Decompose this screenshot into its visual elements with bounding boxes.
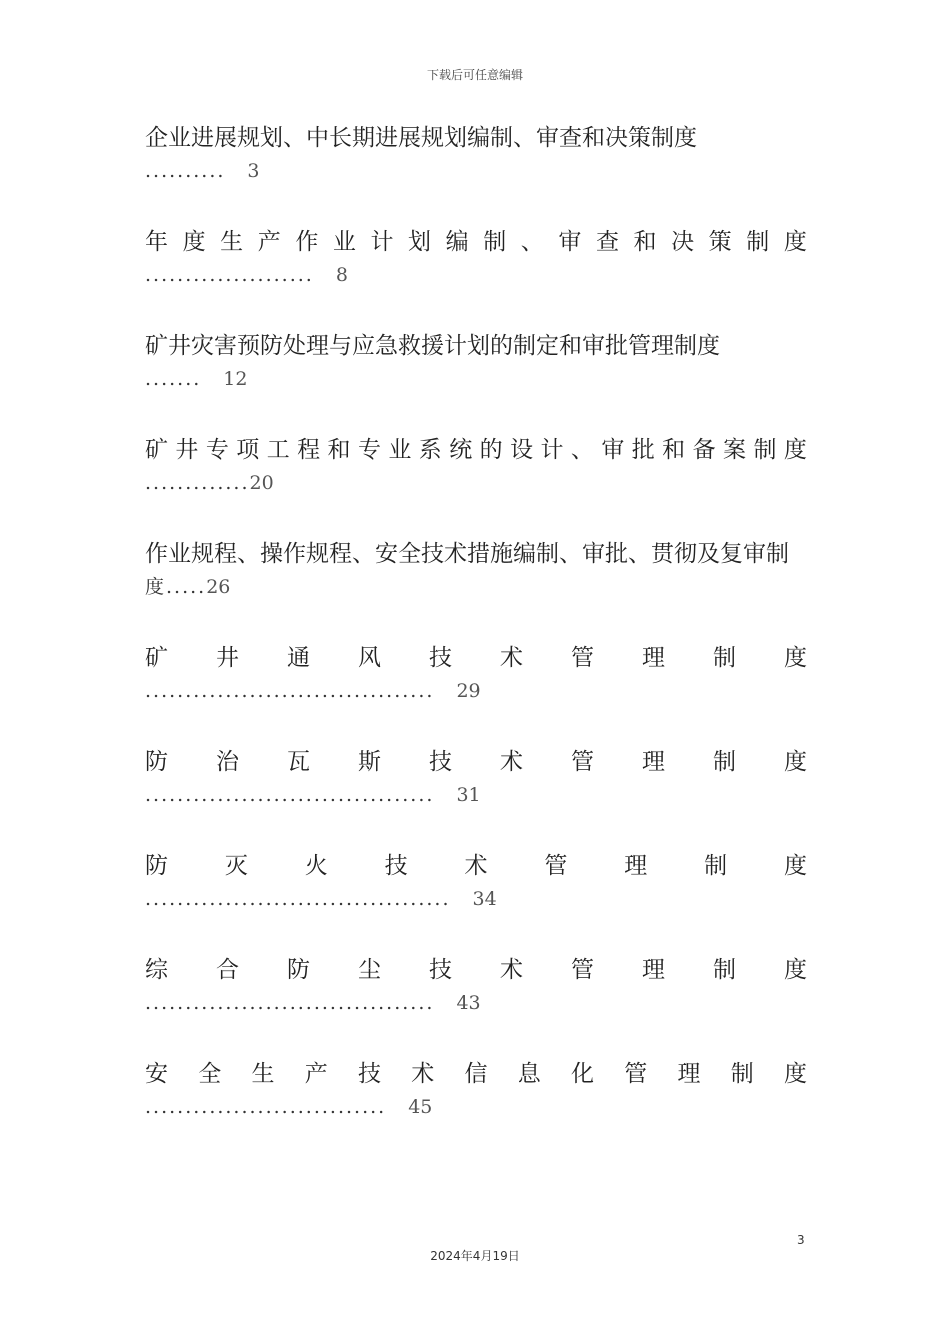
toc-title-char: 生 [220, 229, 244, 255]
toc-entry[interactable] [145, 118, 807, 222]
toc-page-number: 12 [223, 368, 248, 390]
toc-entry[interactable] [145, 326, 807, 430]
toc-title-char: 技 [358, 1061, 381, 1087]
toc-title-char: 息 [517, 1061, 541, 1087]
toc-title-char: 治 [216, 749, 239, 775]
toc-title-char: 制 [713, 749, 736, 775]
toc-title-char: 管 [544, 853, 568, 879]
toc-title-char: 决 [671, 229, 695, 255]
toc-title-char: 划 [408, 229, 432, 255]
toc-page-number: 43 [456, 992, 481, 1014]
toc-title-char: 、 [570, 437, 594, 463]
toc-title-char: 斯 [358, 749, 381, 775]
toc-entry-title [145, 742, 807, 782]
toc-title-char: 产 [257, 229, 281, 255]
toc-title-char: 术 [500, 957, 523, 983]
toc-entry-title: 矿井灾害预防处理与应急救援计划的制定和审批管理制度 [145, 333, 720, 359]
toc-title-char: 管 [571, 749, 594, 775]
toc-title-char: 、 [520, 229, 544, 255]
toc-title-char: 术 [464, 853, 488, 879]
toc-page-number: 3 [247, 160, 260, 182]
toc-title-char: 计 [370, 229, 394, 255]
toc-entry-title [145, 846, 807, 886]
toc-leader-dots: .................................... [145, 992, 435, 1014]
toc-title-char: 备 [692, 437, 716, 463]
toc-page-number: 20 [249, 472, 274, 494]
toc-title-char: 策 [708, 229, 732, 255]
toc-title-char: 术 [411, 1061, 435, 1087]
toc-title-char: 统 [449, 437, 473, 463]
toc-entry[interactable] [145, 1054, 807, 1158]
toc-entry-leader [145, 574, 807, 600]
toc-leader-dots: ....... [145, 368, 202, 390]
toc-title-char: 矿 [145, 645, 168, 671]
toc-title-char: 审 [601, 437, 625, 463]
toc-title-char: 井 [216, 645, 239, 671]
toc-title-char: 的 [479, 437, 503, 463]
toc-title-char: 作 [295, 229, 319, 255]
toc-title-char: 技 [429, 749, 452, 775]
toc-title-char: 瓦 [287, 749, 310, 775]
toc-entry[interactable] [145, 222, 807, 326]
toc-entry-title: 企业进展规划、中长期进展规划编制、审查和决策制度 [145, 125, 697, 151]
toc-title-char: 批 [631, 437, 655, 463]
toc-title-char: 和 [327, 437, 351, 463]
toc-title-char: 制 [713, 957, 736, 983]
toc-title-char: 防 [145, 853, 168, 879]
toc-title-char: 查 [595, 229, 619, 255]
toc-leader-dots: ..................... [145, 264, 314, 286]
toc-entry-title: 作业规程、操作规程、安全技术措施编制、审批、贯彻及复审制 [145, 541, 789, 567]
toc-leader-dots: ...................................... [145, 888, 451, 910]
toc-leader-dots: 度..... [145, 576, 207, 598]
toc-entry-leader [145, 366, 807, 392]
toc-title-char: 术 [500, 749, 523, 775]
toc-leader-dots: ............. [145, 472, 250, 494]
toc-entry-leader [145, 262, 807, 288]
toc-title-char: 井 [175, 437, 199, 463]
toc-title-char: 生 [251, 1061, 275, 1087]
toc-title-char: 系 [418, 437, 442, 463]
toc-entry-leader [145, 886, 807, 912]
toc-title-char: 合 [216, 957, 239, 983]
toc-title-char: 和 [662, 437, 686, 463]
toc-title-char: 理 [642, 957, 665, 983]
footer-date: 2024年4月19日 [430, 1249, 520, 1263]
toc-entry-leader [145, 1094, 807, 1120]
toc-title-char: 理 [624, 853, 648, 879]
toc-title-char: 度 [784, 1061, 807, 1087]
toc-title-char: 年 [145, 229, 168, 255]
toc-title-char: 风 [358, 645, 381, 671]
toc-title-char: 程 [297, 437, 321, 463]
toc-title-char: 管 [624, 1061, 648, 1087]
toc-title-char: 管 [571, 645, 594, 671]
toc-title-char: 度 [783, 437, 807, 463]
toc-title-char: 信 [464, 1061, 488, 1087]
toc-leader-dots: .................................... [145, 680, 435, 702]
toc-entry-leader [145, 158, 807, 184]
toc-title-char: 度 [784, 645, 807, 671]
toc-leader-dots: .................................... [145, 784, 435, 806]
toc-entry-leader [145, 678, 807, 704]
toc-title-char: 审 [558, 229, 582, 255]
toc-title-char: 案 [723, 437, 747, 463]
toc-title-char: 通 [287, 645, 310, 671]
toc-page-number: 45 [408, 1096, 433, 1118]
toc-title-char: 理 [642, 749, 665, 775]
toc-entry-title [145, 950, 807, 990]
toc-title-char: 制 [746, 229, 770, 255]
toc-title-char: 产 [304, 1061, 328, 1087]
toc-title-char: 度 [784, 853, 807, 879]
toc-title-char: 防 [287, 957, 310, 983]
toc-title-char: 化 [571, 1061, 594, 1087]
toc-title-char: 矿 [145, 437, 168, 463]
toc-title-char: 灭 [224, 853, 248, 879]
toc-title-char: 防 [145, 749, 168, 775]
toc-leader-dots: .......... [145, 160, 226, 182]
toc-entry[interactable] [145, 846, 807, 950]
toc-title-char: 设 [510, 437, 534, 463]
toc-entry-title [145, 222, 807, 262]
toc-entry-leader [145, 990, 807, 1016]
toc-title-char: 术 [500, 645, 523, 671]
toc-title-char: 专 [357, 437, 381, 463]
toc-title-char: 尘 [358, 957, 381, 983]
toc-title-char: 度 [784, 749, 807, 775]
toc-title-char: 火 [304, 853, 328, 879]
toc-title-char: 技 [429, 645, 452, 671]
toc-entry[interactable] [145, 742, 807, 846]
toc-title-char: 管 [571, 957, 594, 983]
toc-entry-leader [145, 470, 807, 496]
toc-title-char: 度 [182, 229, 206, 255]
toc-title-char: 技 [384, 853, 408, 879]
toc-page-number: 26 [206, 576, 231, 598]
toc-title-char: 安 [145, 1061, 168, 1087]
toc-entry-title [145, 1054, 807, 1094]
toc-entry-title [145, 430, 807, 470]
toc-entry[interactable] [145, 950, 807, 1054]
toc-page-number: 34 [472, 888, 497, 910]
toc-title-char: 综 [145, 957, 168, 983]
toc-title-char: 理 [642, 645, 665, 671]
page-header: 下载后可任意编辑 [426, 68, 523, 82]
toc-title-char: 编 [445, 229, 469, 255]
toc-title-char: 制 [730, 1061, 754, 1087]
toc-entry[interactable] [145, 430, 807, 534]
toc-title-char: 专 [205, 437, 229, 463]
toc-title-char: 度 [783, 229, 807, 255]
toc-title-char: 全 [198, 1061, 222, 1087]
page-number: 3 [797, 1233, 805, 1247]
toc-page-number: 31 [456, 784, 481, 806]
toc-title-char: 项 [236, 437, 260, 463]
toc-entry-leader [145, 782, 807, 808]
toc-entry-title [145, 638, 807, 678]
toc-title-char: 制 [753, 437, 777, 463]
toc-leader-dots: .............................. [145, 1096, 387, 1118]
table-of-contents [145, 118, 807, 1158]
toc-title-char: 理 [677, 1061, 701, 1087]
toc-title-char: 工 [266, 437, 290, 463]
toc-page-number: 8 [335, 264, 348, 286]
toc-entry[interactable] [145, 534, 807, 638]
toc-page-number: 29 [456, 680, 481, 702]
toc-title-char: 技 [429, 957, 452, 983]
toc-title-char: 度 [784, 957, 807, 983]
toc-title-char: 和 [633, 229, 657, 255]
toc-title-char: 制 [704, 853, 728, 879]
toc-title-char: 计 [540, 437, 564, 463]
toc-title-char: 业 [332, 229, 356, 255]
toc-title-char: 业 [388, 437, 412, 463]
toc-title-char: 制 [713, 645, 736, 671]
toc-title-char: 制 [483, 229, 507, 255]
toc-entry[interactable] [145, 638, 807, 742]
